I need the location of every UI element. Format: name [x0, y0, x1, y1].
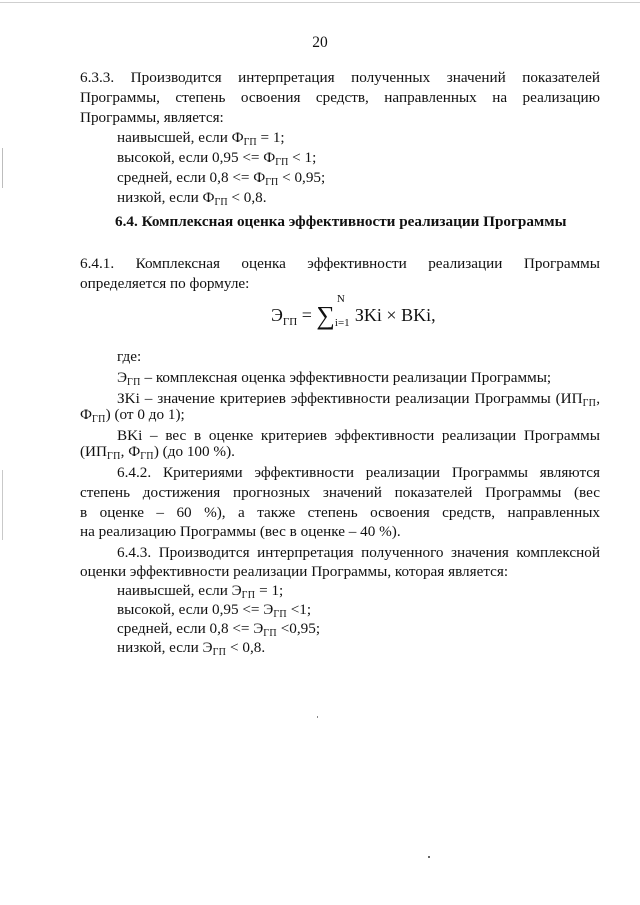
efficiency-formula	[271, 293, 436, 334]
top-scan-edge	[0, 2, 640, 3]
list-item: высокой, если 0,95 <= ФГП < 1;	[117, 149, 317, 168]
formula-lhs-subscript: ГП	[282, 316, 298, 328]
list-item: высокой, если $0,95 <= Э_{ГП} <1$;	[117, 601, 312, 620]
list-item: низкой, если ФГП < 0,8.	[117, 189, 267, 208]
paragraph-line: в оценке – 60 %), а также степень освоения средств, направленных	[80, 504, 600, 521]
sigma-symbol: ∑	[316, 301, 335, 330]
list-item: наивысшей, если $Э_{ГП} = 1$;	[117, 582, 284, 601]
paragraph-line: Программы, является:	[80, 109, 224, 126]
paragraph-line: на реализацию Программы (вес в оценке – 40 %).	[80, 523, 401, 540]
sum-lower-limit: i=1	[334, 317, 350, 329]
paragraph-line: Программы, степень освоения средств, направленных на реализацию	[80, 89, 600, 106]
paragraph-line: оценки эффективности реализации Программы, которая является:	[80, 563, 509, 580]
sum-upper-limit: N	[336, 293, 345, 305]
scan-margin-mark	[2, 148, 3, 188]
formula-equals: =	[297, 305, 317, 325]
definition-line: ВKi – вес в оценке критериев эффективности реализации Программы	[117, 427, 600, 444]
sum-limits	[334, 293, 353, 329]
scan-margin-mark	[2, 470, 3, 540]
paragraph-line: 6.3.3. Производится интерпретация полученных значений показателей	[80, 69, 600, 86]
section-heading: 6.4. Комплексная оценка эффективности реализации Программы	[115, 213, 567, 230]
where-label: где:	[117, 348, 142, 365]
scan-speck	[428, 856, 430, 858]
definition-line: ($ИП_{ГП}$, $Ф_{ГП}$) (до 100 %).	[80, 443, 235, 462]
list-item: низкой, если $Э_{ГП} < 0,8$.	[117, 639, 266, 658]
formula-lhs: Э	[271, 305, 283, 325]
page-number: 20	[312, 34, 328, 51]
paragraph-line: 6.4.2. Критериями эффективности реализации Программы являются	[117, 464, 600, 481]
definition-line: ЗKi – значение критериев эффективности реализации Программы ($ИП_{ГП}$,	[117, 390, 600, 409]
scan-speck	[317, 716, 318, 718]
paragraph-line: 6.4.3. Производится интерпретация полученного значения комплексной	[117, 544, 600, 561]
list-item: наивысшей, если ФГП = 1;	[117, 129, 285, 148]
definition-line: $Ф_{ГП}$) (от 0 до 1);	[80, 406, 185, 425]
formula-body: ЗKi × ВKi,	[354, 305, 436, 325]
definition-line: $Э_{ГП}$ – комплексная оценка эффективности реализации Программы;	[117, 369, 552, 388]
list-item: средней, если $0,8 <= Э_{ГП} <0,95$;	[117, 620, 321, 639]
paragraph-line: определяется по формуле:	[80, 275, 250, 292]
paragraph-line: 6.4.1. Комплексная оценка эффективности реализации Программы	[80, 255, 600, 272]
list-item: средней, если 0,8 <= ФГП < 0,95;	[117, 169, 326, 188]
paragraph-line: степень достижения прогнозных значений показателей Программы (вес	[80, 484, 600, 501]
